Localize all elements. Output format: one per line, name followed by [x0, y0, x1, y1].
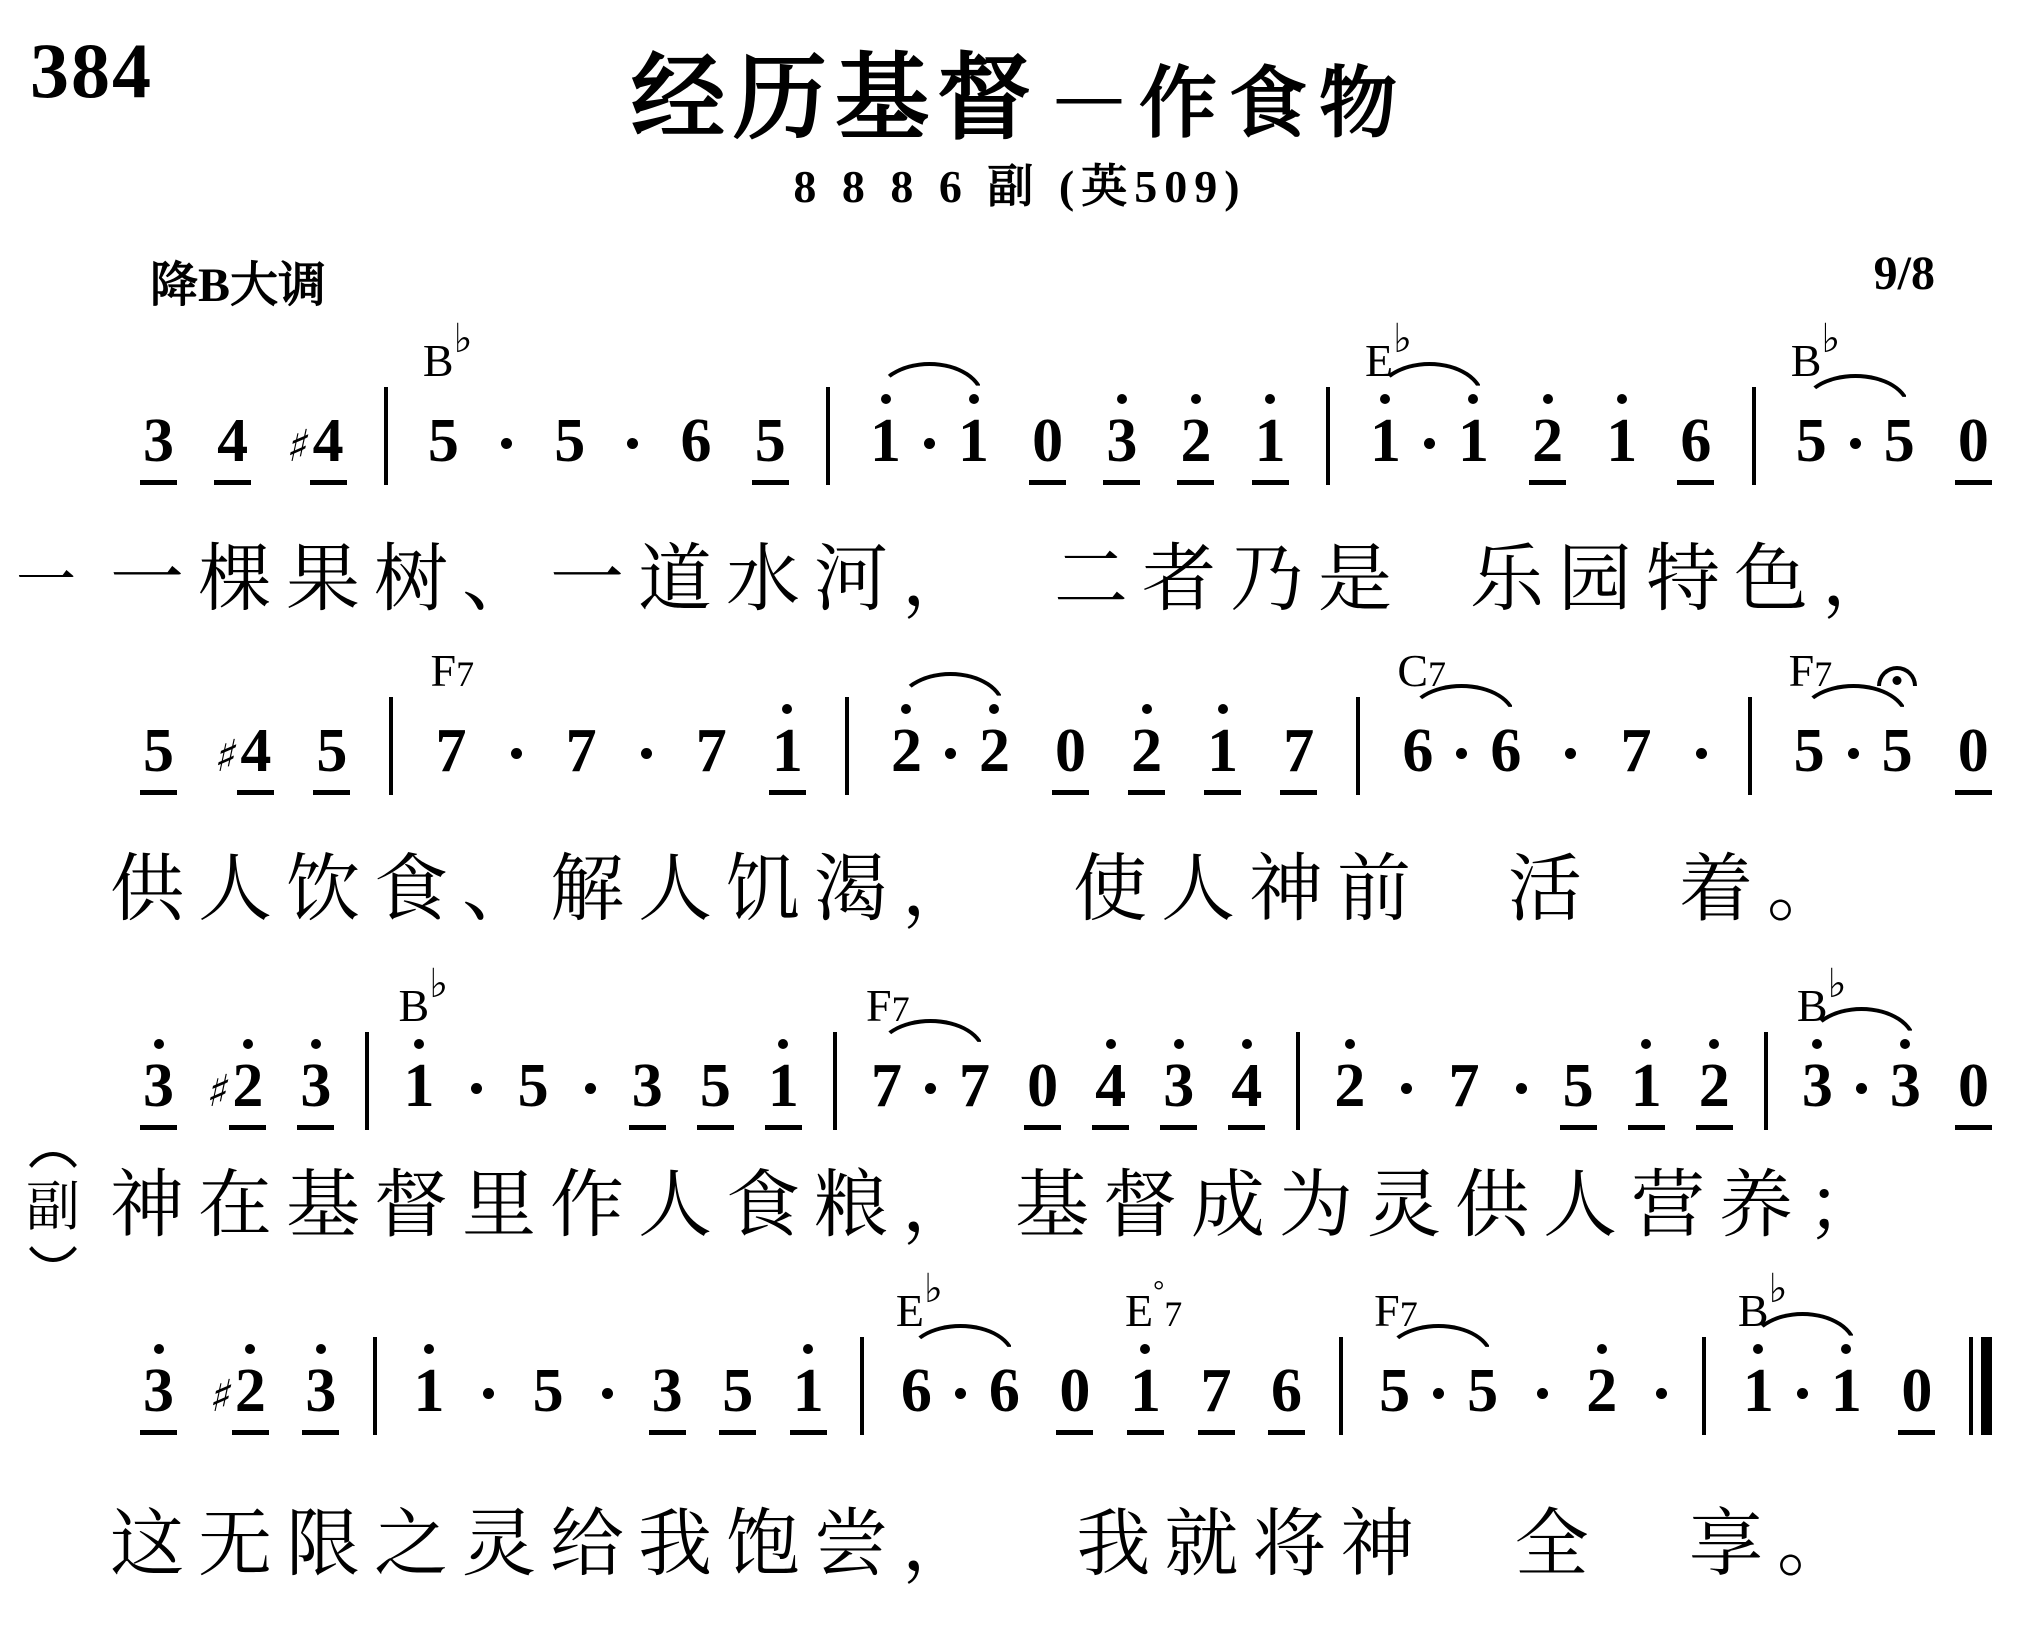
lyric-segment: 一棵果树、一道水河， — [110, 539, 990, 621]
barline — [833, 1032, 837, 1130]
octave-dot — [1641, 1039, 1651, 1049]
barline — [373, 1337, 377, 1435]
chord-label: B♭ — [1737, 1266, 1788, 1336]
duration-dot — [1565, 748, 1576, 759]
note: 2 — [1128, 720, 1165, 795]
note: 5 — [554, 407, 586, 475]
note: 3 — [1799, 1055, 1836, 1130]
note: 7 — [1198, 1360, 1235, 1435]
note: 5 — [1379, 1357, 1411, 1425]
lyric-segment: 享。 — [1688, 1504, 1865, 1586]
rest-note: 0 — [1898, 1360, 1935, 1435]
note: 1 — [1828, 1360, 1865, 1435]
chord-label: E°7 — [1124, 1276, 1183, 1336]
note: 2 — [888, 720, 925, 795]
duration-dot — [1537, 1388, 1548, 1399]
octave-dot — [245, 1344, 255, 1354]
note: 7 — [959, 1052, 991, 1120]
sharp-accidental: ♯ — [210, 731, 243, 782]
octave-dot — [1174, 1039, 1184, 1049]
page-subtitle: 作食物 — [1139, 60, 1410, 147]
octave-dot — [243, 1039, 253, 1049]
octave-dot — [1617, 394, 1627, 404]
note: 2 — [1331, 1055, 1368, 1130]
note: 3 — [1103, 410, 1140, 485]
note: 6 — [1402, 717, 1434, 785]
octave-dot — [969, 394, 979, 404]
title-dash: — — [1057, 59, 1121, 130]
lyric-line-4 — [0, 1505, 1865, 1586]
note: 7 — [1448, 1052, 1480, 1120]
octave-dot — [1812, 1039, 1822, 1049]
note: 1 — [1252, 410, 1289, 485]
note: 3 — [302, 1360, 339, 1435]
hymn-number: 384 — [30, 27, 153, 114]
duration-dot — [585, 1083, 596, 1094]
duration-dot — [1433, 1388, 1444, 1399]
note: 2 — [976, 720, 1013, 795]
note: 5 — [1560, 1055, 1597, 1130]
slur-group — [888, 717, 1013, 795]
note: 7 — [1620, 717, 1652, 785]
slur-group — [867, 407, 992, 485]
note: ♯ 2 — [208, 1055, 266, 1130]
note: 3 — [629, 1055, 666, 1130]
octave-dot — [782, 704, 792, 714]
note: 1 — [769, 720, 806, 795]
note: 1 — [1740, 1360, 1777, 1435]
note: ♯ 2 — [211, 1360, 269, 1435]
barline — [1296, 1032, 1300, 1130]
note: 1 — [1367, 410, 1404, 485]
duration-dot — [925, 1083, 936, 1094]
time-signature: 9/8 — [1873, 247, 1935, 300]
title-row — [0, 22, 2040, 157]
octave-dot — [1543, 394, 1553, 404]
note: 3 — [649, 1360, 686, 1435]
rest-note: 0 — [1955, 720, 1992, 795]
lyric-segment: 这无限之灵给我饱尝， — [110, 1504, 990, 1586]
note: 1 — [1628, 1055, 1665, 1130]
lyrics — [110, 1505, 1865, 1586]
slur-group — [1364, 316, 1492, 485]
octave-dot — [1265, 394, 1275, 404]
chord-label: F7 — [430, 645, 475, 696]
note: 7 — [565, 717, 597, 785]
chord-label: B♭ — [1796, 961, 1847, 1031]
note: 2 — [1583, 1360, 1620, 1435]
duration-dot — [1848, 748, 1859, 759]
sharp-accidental: ♯ — [205, 1371, 238, 1422]
duration-dot — [955, 1388, 966, 1399]
slur-group — [1790, 316, 1918, 485]
note: 6 — [1268, 1360, 1305, 1435]
octave-dot — [1117, 394, 1127, 404]
slur-group — [1397, 645, 1524, 795]
lyric-segment: 神在基督里作人食粮， — [110, 1165, 990, 1248]
octave-dot — [1841, 1344, 1851, 1354]
note: 6 — [1490, 717, 1522, 785]
duration-dot — [1456, 748, 1467, 759]
octave-dot — [881, 394, 891, 404]
lyric-mark-box — [0, 547, 110, 614]
note: 1 — [1603, 410, 1640, 485]
duration-dot — [1401, 1083, 1412, 1094]
note: 4 — [214, 410, 251, 485]
duration-dot — [1424, 438, 1435, 449]
chord-label: F7 — [866, 980, 910, 1031]
octave-dot — [803, 1344, 813, 1354]
slur-group — [1788, 645, 1916, 795]
note: 5 — [517, 1052, 549, 1120]
note: 5 — [1795, 407, 1827, 475]
rest-note: 0 — [1056, 1360, 1093, 1435]
duration-dot — [924, 438, 935, 449]
note: 5 — [313, 720, 350, 795]
note: 3 — [1887, 1055, 1924, 1130]
note: 5 — [1467, 1357, 1499, 1425]
rest-note: 0 — [1029, 410, 1066, 485]
barline — [384, 387, 388, 485]
chorus-mark: 副 — [16, 1152, 90, 1262]
note: 6 — [1677, 410, 1714, 485]
music-line-2 — [140, 595, 1992, 795]
note: ♯ 4 — [288, 410, 346, 485]
note: 3 — [297, 1055, 334, 1130]
note: 1 — [790, 1360, 827, 1435]
duration-dot — [1856, 1083, 1867, 1094]
duration-dot — [1656, 1388, 1667, 1399]
rest-note: 0 — [1955, 1055, 1992, 1130]
note: 6 — [988, 1357, 1020, 1425]
duration-dot — [483, 1388, 494, 1399]
slur-group — [1374, 1285, 1501, 1435]
note: 1 — [1204, 720, 1241, 795]
note: ♯ 4 — [216, 720, 274, 795]
octave-dot — [1218, 704, 1228, 714]
barline — [1339, 1337, 1343, 1435]
duration-dot — [641, 748, 652, 759]
note: B♭ 5 — [422, 316, 473, 475]
octave-dot — [316, 1344, 326, 1354]
note: F7 7 — [430, 645, 475, 785]
note: 5 — [752, 410, 789, 485]
note: 5 — [532, 1357, 564, 1425]
note: 5 — [1879, 720, 1916, 795]
octave-dot — [1345, 1039, 1355, 1049]
fermata-icon — [1877, 666, 1917, 686]
barline — [1764, 1032, 1768, 1130]
octave-dot — [1191, 394, 1201, 404]
chord-label: E♭ — [1364, 316, 1412, 386]
verse-number: 一 — [16, 547, 76, 614]
note: 4 — [1092, 1055, 1129, 1130]
lyric-segment: 二者乃是 — [1054, 539, 1406, 621]
octave-dot — [778, 1039, 788, 1049]
duration-dot — [627, 438, 638, 449]
note: 2 — [1177, 410, 1214, 485]
barline — [389, 697, 393, 795]
octave-dot — [901, 704, 911, 714]
note: 2 — [1696, 1055, 1733, 1130]
note: 3 — [140, 410, 177, 485]
rest-note: 0 — [1024, 1055, 1061, 1130]
note: 5 — [140, 720, 177, 795]
chord-label: E♭ — [895, 1266, 943, 1336]
note: 5 — [1793, 717, 1825, 785]
octave-dot — [1900, 1039, 1910, 1049]
lyric-segment: 活 — [1508, 849, 1596, 931]
octave-dot — [414, 1039, 424, 1049]
note: 1 — [765, 1055, 802, 1130]
barline — [860, 1337, 864, 1435]
note: 1 — [1455, 410, 1492, 485]
octave-dot — [1468, 394, 1478, 404]
music-line-3 — [140, 930, 1992, 1130]
lyrics — [110, 850, 1855, 931]
barline — [1752, 387, 1756, 485]
slur-group — [1737, 1266, 1865, 1435]
octave-dot — [311, 1039, 321, 1049]
chord-label: F7 — [1788, 645, 1833, 696]
note: 7 — [695, 717, 727, 785]
music-line-1 — [140, 285, 1992, 485]
note: 6 — [900, 1357, 932, 1425]
lyric-line-2 — [0, 850, 1855, 931]
octave-dot — [1106, 1039, 1116, 1049]
chord-label: C7 — [1397, 645, 1447, 696]
sharp-accidental: ♯ — [202, 1066, 235, 1117]
slur-group — [866, 980, 993, 1130]
lyric-segment: 使人神前 — [1073, 849, 1425, 931]
slur-group — [895, 1266, 1023, 1435]
key-signature: 降B大调 — [150, 259, 327, 312]
octave-dot — [1597, 1344, 1607, 1354]
meter-info: 8 8 8 6 副 (英509) — [793, 161, 1247, 212]
octave-dot — [154, 1039, 164, 1049]
note: 3 — [140, 1360, 177, 1435]
slur-group — [1796, 961, 1924, 1130]
duration-dot — [945, 748, 956, 759]
chord-label: F7 — [1374, 1285, 1418, 1336]
note: 1 — [410, 1360, 447, 1435]
duration-dot — [511, 748, 522, 759]
duration-dot — [1516, 1083, 1527, 1094]
octave-dot — [1709, 1039, 1719, 1049]
duration-dot — [602, 1388, 613, 1399]
barline — [365, 1032, 369, 1130]
barline — [845, 697, 849, 795]
sharp-accidental: ♯ — [282, 421, 316, 472]
octave-dot — [1380, 394, 1390, 404]
note: 7 — [871, 1052, 903, 1120]
duration-dot — [1850, 438, 1861, 449]
duration-dot — [1696, 748, 1707, 759]
note: 3 — [140, 1055, 177, 1130]
duration-dot — [1797, 1388, 1808, 1399]
lyric-mark-box — [0, 1152, 110, 1262]
barline — [1356, 697, 1360, 795]
note: 5 — [1883, 407, 1915, 475]
chord-label: B♭ — [422, 316, 473, 386]
octave-dot — [1142, 704, 1152, 714]
lyric-segment: 供人饮食、解人饥渴， — [110, 849, 990, 931]
note: 5 — [719, 1360, 756, 1435]
duration-dot — [471, 1083, 482, 1094]
duration-dot — [501, 438, 512, 449]
octave-dot — [424, 1344, 434, 1354]
note: 2 — [1529, 410, 1566, 485]
octave-dot — [1140, 1344, 1150, 1354]
lyric-segment: 我就将神 — [1076, 1504, 1429, 1586]
note: 1 — [867, 410, 904, 485]
lyric-segment: 着。 — [1679, 849, 1855, 931]
octave-dot — [1753, 1344, 1763, 1354]
lyric-segment: 基督成为灵供人营养； — [1015, 1165, 1895, 1248]
octave-dot — [154, 1344, 164, 1354]
note: 7 — [1280, 720, 1317, 795]
barline — [1702, 1337, 1706, 1435]
octave-dot — [989, 704, 999, 714]
note: 6 — [680, 407, 712, 475]
music-line-4 — [140, 1235, 1992, 1435]
note: 3 — [1160, 1055, 1197, 1130]
lyric-segment: 乐园特色， — [1470, 539, 1910, 621]
note: E°7 1 — [1127, 1360, 1164, 1435]
note: 4 — [1228, 1055, 1265, 1130]
final-barline — [1969, 1337, 1992, 1435]
note: 1 — [955, 410, 992, 485]
note: B♭ 1 — [398, 961, 449, 1120]
barline — [1326, 387, 1330, 485]
barline — [1748, 697, 1752, 795]
rest-note: 0 — [1052, 720, 1089, 795]
note: 5 — [697, 1055, 734, 1130]
rest-note: 0 — [1955, 410, 1992, 485]
lyric-segment: 全 — [1514, 1504, 1603, 1586]
chord-label: B♭ — [398, 961, 449, 1031]
octave-dot — [1242, 1039, 1252, 1049]
page-title: 经历基督 — [630, 47, 1039, 151]
barline — [826, 387, 830, 485]
chord-label: B♭ — [1790, 316, 1841, 386]
